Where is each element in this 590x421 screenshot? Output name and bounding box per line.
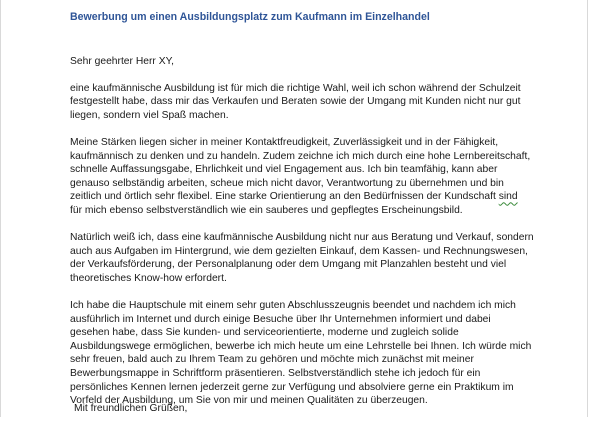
paragraph-3 (70, 231, 586, 285)
paragraph-2 (70, 136, 586, 218)
closing: Mit freundlichen Grüßen, (74, 403, 188, 414)
text-line (70, 190, 586, 204)
text-line: sehr freuen, bald auch zu Ihrem Team zu gehören und möchte mich zunächst mit meiner (70, 354, 474, 366)
text-line: theoretisches Know-how erfordert. (70, 272, 227, 284)
text-line: der Verkaufsförderung, der Personalplanung oder dem Umgang mit Planzahlen besteht und viel (70, 259, 507, 271)
grammar-marked-word: sind (498, 191, 518, 203)
salutation: Sehr geehrter Herr XY, (70, 56, 174, 67)
text-line: Ich habe die Hauptschule mit einem sehr guten Abschlusszeugnis beendet und nachdem ich mich (70, 300, 516, 312)
text-line: persönliches Kennen lernen jederzeit gerne zur Verfügung und absolviere gerne ein Praktikum im (70, 381, 514, 393)
text-line: gesehen habe, dass Sie kunden- und serviceorientierte, moderne und zugleich solide (70, 327, 459, 339)
text-line: ausführlich im Internet und durch einige Besuche über Ihr Unternehmen informiert und dabei (70, 313, 491, 325)
text-line: Meine Stärken liegen sicher in meiner Kontaktfreudigkeit, Zuverlässigkeit und in der Fähigkeit, (70, 136, 499, 148)
text-line: Ausbildungswege ermöglichen, bewerbe ich mich heute um eine Lehrstelle bei Ihnen. Ich würde mich (70, 340, 532, 352)
text-line: auch aus Aufgaben im Hintergrund, wie dem gezielten Einkauf, dem Kassen- und Rechnungswesen, (70, 245, 528, 257)
text-line: schnelle Auffassungsgabe, Ehrlichkeit und viel Engagement aus. Ich bin teamfähig, kann aber (70, 164, 498, 176)
letter-body (70, 55, 586, 421)
text-line: genauso selbständig arbeiten, scheue mich nicht davor, Verantwortung zu übernehmen und bin (70, 177, 504, 189)
text-line: festgestellt habe, dass mir das Verkaufen und Beraten sowie der Umgang mit Kunden nicht nur gut (70, 96, 521, 108)
text-line: kaufmännisch zu denken und zu handeln. Zudem zeichne ich mich durch eine hohe Lernbereitschaft, (70, 150, 531, 162)
text-line-part: zeitlich und örtlich sehr flexibel. Eine starke Orientierung an den Bedürfnissen der Kundschaft (70, 191, 499, 203)
text-line: Natürlich weiß ich, dass eine kaufmännische Ausbildung nicht nur aus Beratung und Verkauf, sondern (70, 232, 534, 244)
paragraph-4 (70, 299, 586, 408)
text-line: liegen, sondern viel Spaß machen. (70, 109, 229, 121)
text-line: Bewerbungsmappe in Schriftform präsentieren. Selbstverständlich stehe ich jedoch für ein (70, 368, 481, 380)
text-line: Vorfeld der Ausbildung, um Sie von mir und meinen Qualitäten zu überzeugen. (70, 395, 428, 407)
text-line: eine kaufmännische Ausbildung ist für mich die richtige Wahl, weil ich schon während der Schulzeit (70, 82, 521, 94)
paragraph-1 (70, 82, 586, 123)
document-title: Bewerbung um einen Ausbildungsplatz zum Kaufmann im Einzelhandel (70, 11, 430, 23)
text-line: für mich ebenso selbstverständlich wie ein sauberes und gepflegtes Erscheinungsbild. (70, 204, 463, 216)
